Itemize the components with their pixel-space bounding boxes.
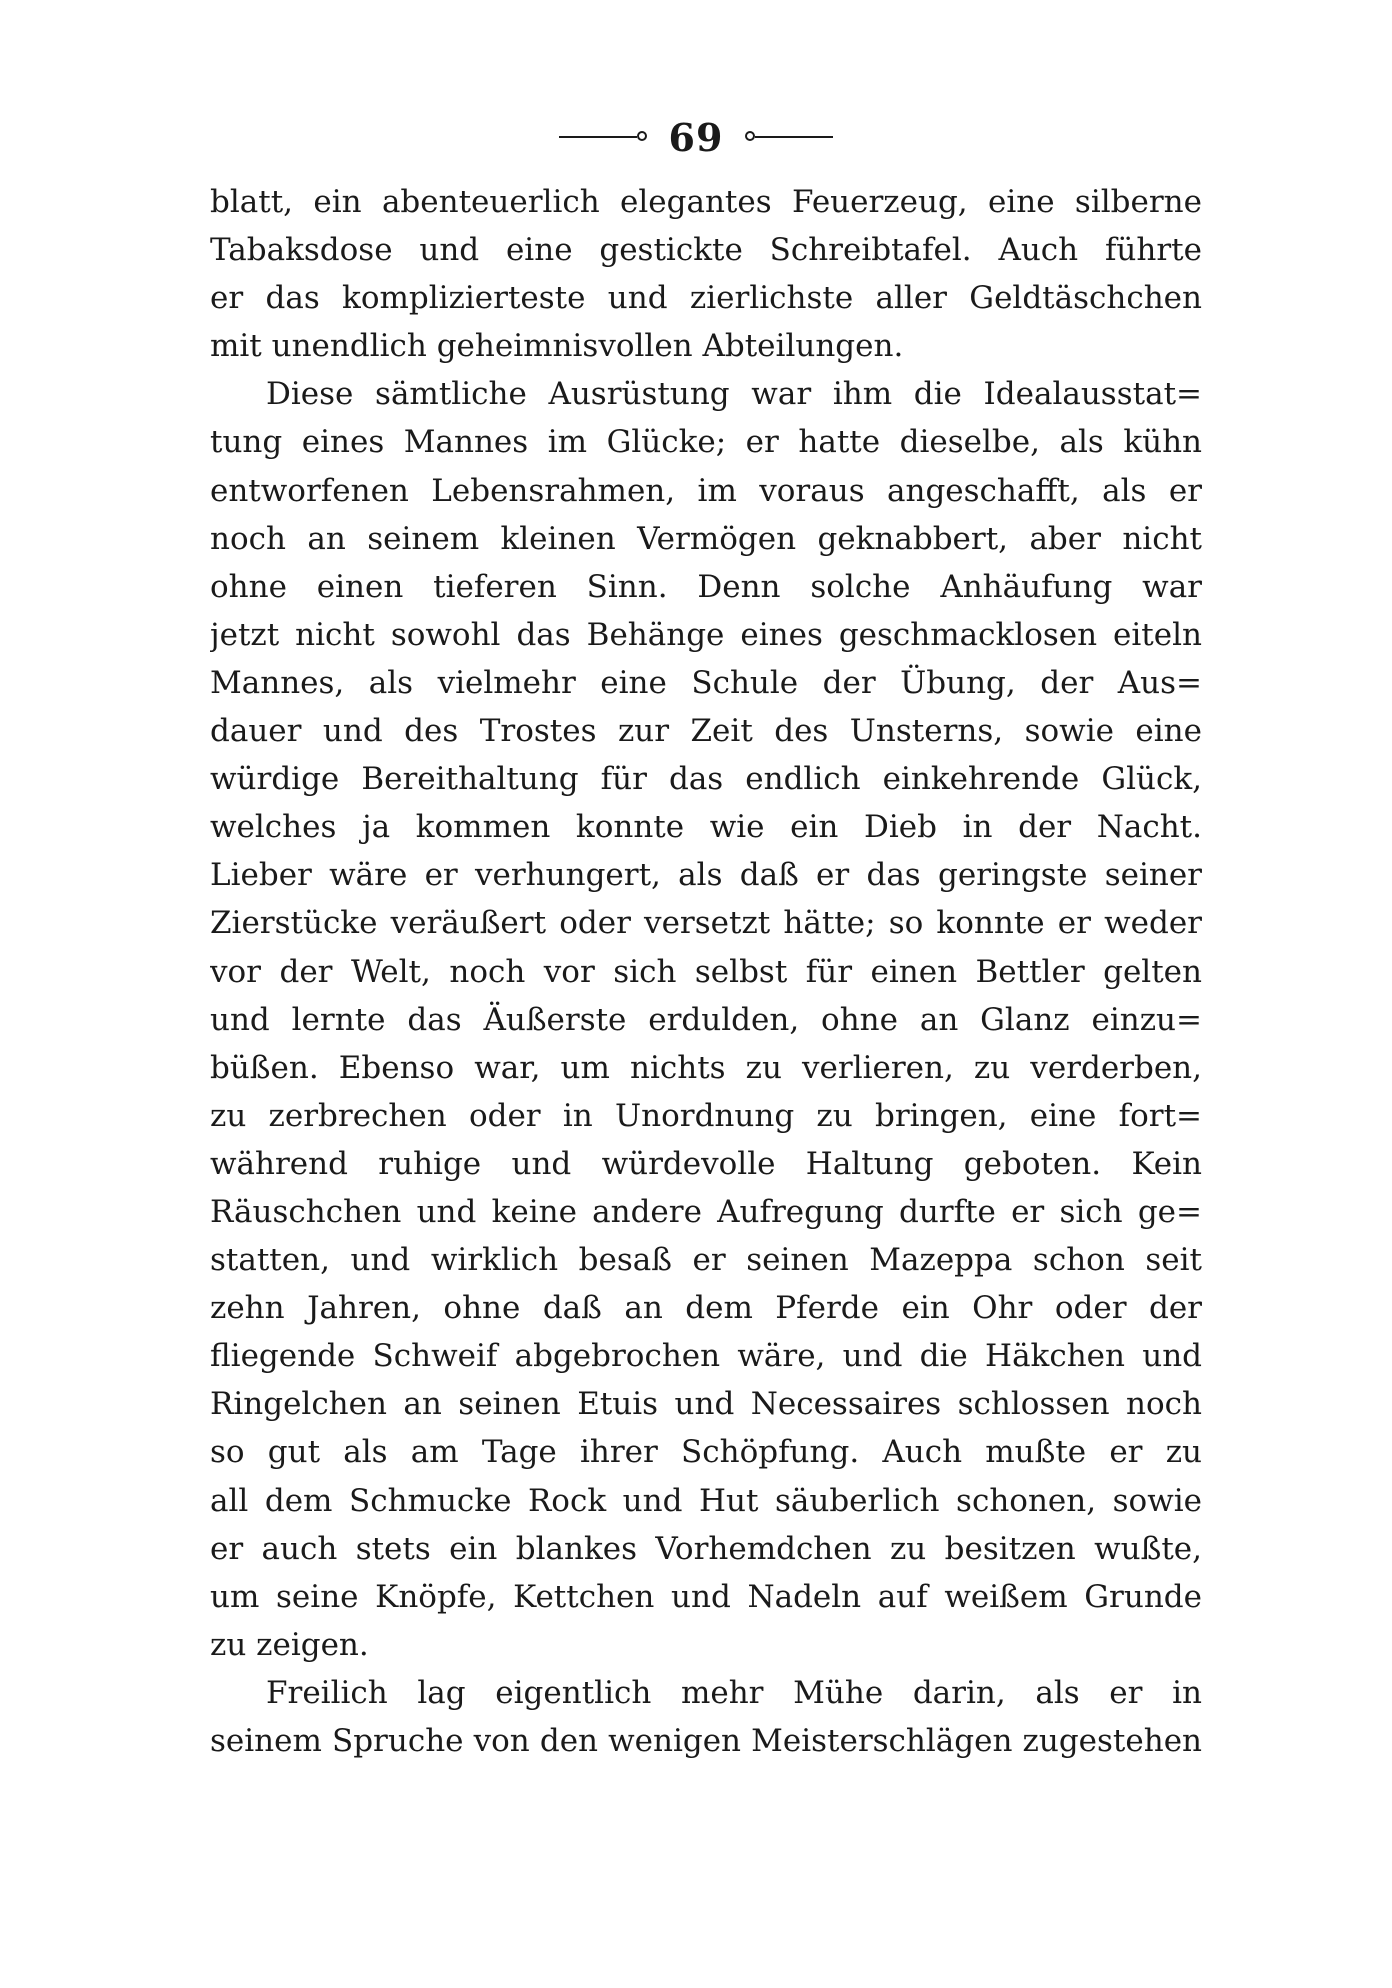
text-line: vor der Welt, noch vor sich selbst für einen Bettler gelten	[210, 953, 1202, 990]
text-line: jetzt nicht sowohl das Behänge eines geschmacklosen eiteln	[210, 616, 1202, 653]
text-line: Räuschchen und keine andere Aufregung durfte er sich ge=	[210, 1193, 1202, 1230]
text-line: all dem Schmucke Rock und Hut säuberlich schonen, sowie	[210, 1482, 1202, 1519]
text-line: mit unendlich geheimnisvollen Abteilungen.	[210, 328, 904, 365]
text-line: zehn Jahren, ohne daß an dem Pferde ein Ohr oder der	[210, 1290, 1202, 1327]
text-line: Ringelchen an seinen Etuis und Necessaires schlossen noch	[210, 1386, 1202, 1423]
text-line: er auch stets ein blankes Vorhemdchen zu besitzen wußte,	[210, 1530, 1202, 1567]
text-line: so gut als am Tage ihrer Schöpfung. Auch mußte er zu	[210, 1434, 1202, 1471]
text-line: zu zeigen.	[210, 1626, 369, 1663]
text-line: um seine Knöpfe, Kettchen und Nadeln auf weißem Grunde	[210, 1578, 1202, 1615]
page-number: 69	[668, 114, 724, 160]
text-line: während ruhige und würdevolle Haltung geboten. Kein	[210, 1145, 1202, 1182]
text-line: statten, und wirklich besaß er seinen Mazeppa schon seit	[210, 1242, 1202, 1279]
left-ornament-rule	[559, 136, 637, 138]
text-line: und lernte das Äußerste erdulden, ohne an Glanz einzu=	[210, 1001, 1202, 1038]
text-line: Diese sämtliche Ausrüstung war ihm die Idealausstat=	[266, 376, 1202, 413]
text-line: Tabaksdose und eine gestickte Schreibtafel. Auch führte	[210, 232, 1202, 269]
text-line: dauer und des Trostes zur Zeit des Unsterns, sowie eine	[210, 713, 1202, 750]
text-line: büßen. Ebenso war, um nichts zu verlieren, zu verderben,	[210, 1049, 1202, 1086]
text-line: entworfenen Lebensrahmen, im voraus angeschafft, als er	[210, 472, 1202, 509]
text-line: welches ja kommen konnte wie ein Dieb in der Nacht.	[210, 809, 1202, 846]
text-line: er das komplizierteste und zierlichste aller Geldtäschchen	[210, 280, 1202, 317]
body-text	[210, 178, 1202, 1765]
text-line: tung eines Mannes im Glücke; er hatte dieselbe, als kühn	[210, 424, 1202, 461]
text-line: seinem Spruche von den wenigen Meisterschlägen zugestehen	[210, 1723, 1202, 1759]
page-header	[0, 112, 1392, 162]
header-ornament	[559, 115, 834, 160]
text-line: zu zerbrechen oder in Unordnung zu bringen, eine fort=	[210, 1097, 1202, 1134]
text-line: Freilich lag eigentlich mehr Mühe darin, als er in	[266, 1674, 1202, 1711]
right-ornament-rule	[755, 136, 833, 138]
text-line: Lieber wäre er verhungert, als daß er das geringste seiner	[210, 857, 1202, 894]
text-line: fliegende Schweif abgebrochen wäre, und die Häkchen und	[210, 1338, 1202, 1375]
text-line: würdige Bereithaltung für das endlich einkehrende Glück,	[210, 761, 1202, 798]
text-line: blatt, ein abenteuerlich elegantes Feuerzeug, eine silberne	[210, 184, 1202, 220]
text-line: ohne einen tieferen Sinn. Denn solche Anhäufung war	[210, 568, 1202, 605]
text-line: Mannes, als vielmehr eine Schule der Übung, der Aus=	[210, 664, 1202, 701]
text-line: noch an seinem kleinen Vermögen geknabbert, aber nicht	[210, 520, 1202, 557]
text-line: Zierstücke veräußert oder versetzt hätte; so konnte er weder	[210, 905, 1202, 942]
